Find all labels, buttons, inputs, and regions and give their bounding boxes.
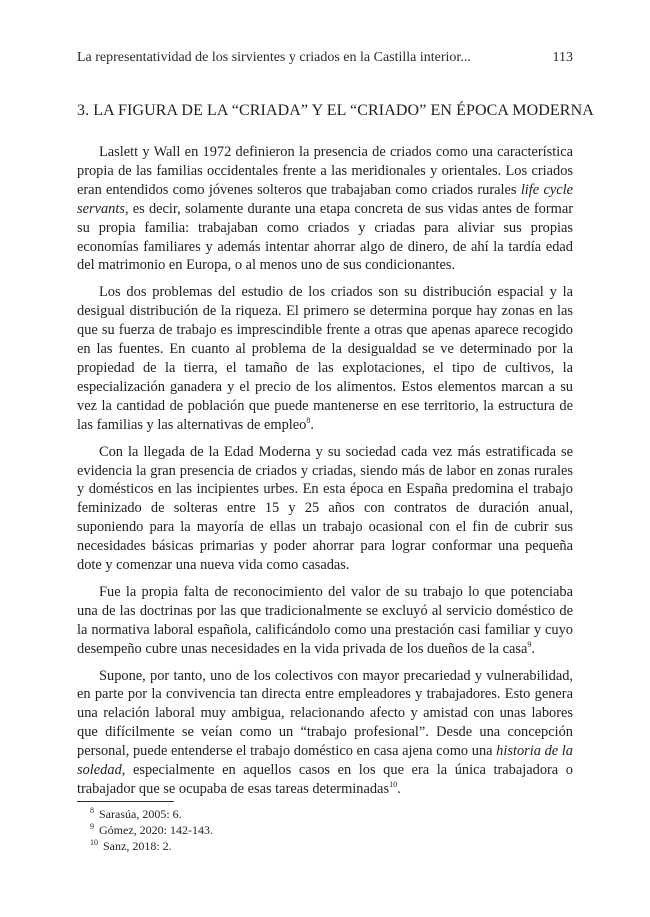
paragraph-1-text-a: Laslett y Wall en 1972 definieron la presencia de criados como una característica propia de las familias occidentales frente a las meridionales y orientales. Los criados eran entendidos como jóvenes solteros que trabajaban como criados rurales — [77, 144, 573, 198]
footnote-ref-10[interactable]: 10 — [389, 780, 398, 790]
footnote-number: 9 — [90, 822, 94, 831]
paragraph-4-end: . — [531, 640, 535, 657]
footnote-9 — [90, 822, 570, 838]
footnote-number: 10 — [90, 838, 98, 847]
paragraph-1 — [77, 143, 573, 275]
section-heading: 3. LA FIGURA DE LA “CRIADA” Y EL “CRIADO” EN ÉPOCA MODERNA — [77, 102, 594, 119]
running-head — [77, 48, 573, 68]
paragraph-5-text-b: , especialmente en aquellos casos en los que era la única trabajadora o trabajador que se ocupaba de esas tareas determinadas — [77, 762, 573, 797]
paragraph-2-end: . — [310, 416, 314, 433]
footnote-text: Gómez, 2020: 142-143. — [99, 823, 213, 837]
paragraph-5 — [77, 667, 573, 799]
paragraph-4 — [77, 583, 573, 659]
running-head-title: La representatividad de los sirvientes y criados en la Castilla interior... — [77, 50, 471, 65]
footnote-text: Sanz, 2018: 2. — [103, 839, 172, 853]
paragraph-2-text: Los dos problemas del estudio de los criados son su distribución espacial y la desigual distribución de la riqueza. El primero se determina porque hay zonas en las que su fuerza de trabajo es imprescindible frente a otras que apenas aparece recogido en las fuentes. En cuanto al problema de la desigualdad se ve determinado por la propiedad de la tierra, el tamaño de las explotaciones, el tipo de cultivos, la especialización ganadera y el precio de los alimentos. Estos elementos marcan a su vez la cantidad de población que puede mantenerse en ese territorio, la estructura de las familias y las alternativas de empleo — [77, 284, 573, 433]
paragraph-5-text-a: Supone, por tanto, uno de los colectivos con mayor precariedad y vulnerabilidad, en parte por la convivencia tan directa entre empleadores y trabajadores. Esto genera una relación laboral muy ambigua, relacionando afecto y amistad con unas labores que difícilmente se veían como un “trabajo profesional”. Desde una concepción personal, puede entenderse el trabajo doméstico en casa ajena como una — [77, 667, 573, 760]
paragraph-2 — [77, 283, 573, 434]
paragraph-1-text-b: , es decir, solamente durante una etapa concreta de sus vidas antes de formar su propia familia: trabajaban como criados y criadas para aliviar sus propias economías familiares y además intentar ahorrar algo de dinero, de ahí la tardía edad del matrimonio en Europa, o al menos uno de sus condicionantes. — [77, 200, 573, 274]
paragraph-5-italic: historia de la soledad — [77, 743, 573, 779]
page-number: 113 — [552, 50, 573, 65]
footnote-10 — [90, 838, 570, 854]
paragraph-5-end: . — [397, 781, 401, 797]
footnotes — [90, 806, 570, 854]
paragraph-1-italic: life cycle servants — [77, 181, 574, 217]
body-text — [77, 143, 573, 807]
footnote-ref-8[interactable]: 8 — [306, 415, 311, 425]
footnote-ref-9[interactable]: 9 — [527, 639, 532, 649]
footnote-divider — [77, 801, 174, 802]
paragraph-3-text: Con la llegada de la Edad Moderna y su sociedad cada vez más estratificada se evidencia la gran presencia de criados y criadas, siendo más de labor en zonas rurales y domésticos en las incipientes urbes. En esta época en España predomina el trabajo feminizado de solteras entre 15 y 25 años con contratos de duración anual, suponiendo para la mayoría de ellas un trabajo ocasional con el fin de cubrir sus necesidades básicas primarias y poder ahorrar para lograr conformar una pequeña dote y comenzar una nueva vida como casadas. — [77, 443, 573, 574]
footnote-number: 8 — [90, 806, 94, 815]
paragraph-3 — [77, 443, 573, 575]
footnote-8 — [90, 806, 570, 822]
paragraph-4-text: Fue la propia falta de reconocimiento del valor de su trabajo lo que potenciaba una de las doctrinas por las que tradicionalmente se excluyó al servicio doméstico de la normativa laboral española, calificándolo como una prestación casi familiar y cuyo desempeño cubre unas necesidades en la vida privada de los dueños de la casa — [77, 583, 573, 657]
footnote-text: Sarasúa, 2005: 6. — [99, 807, 182, 821]
